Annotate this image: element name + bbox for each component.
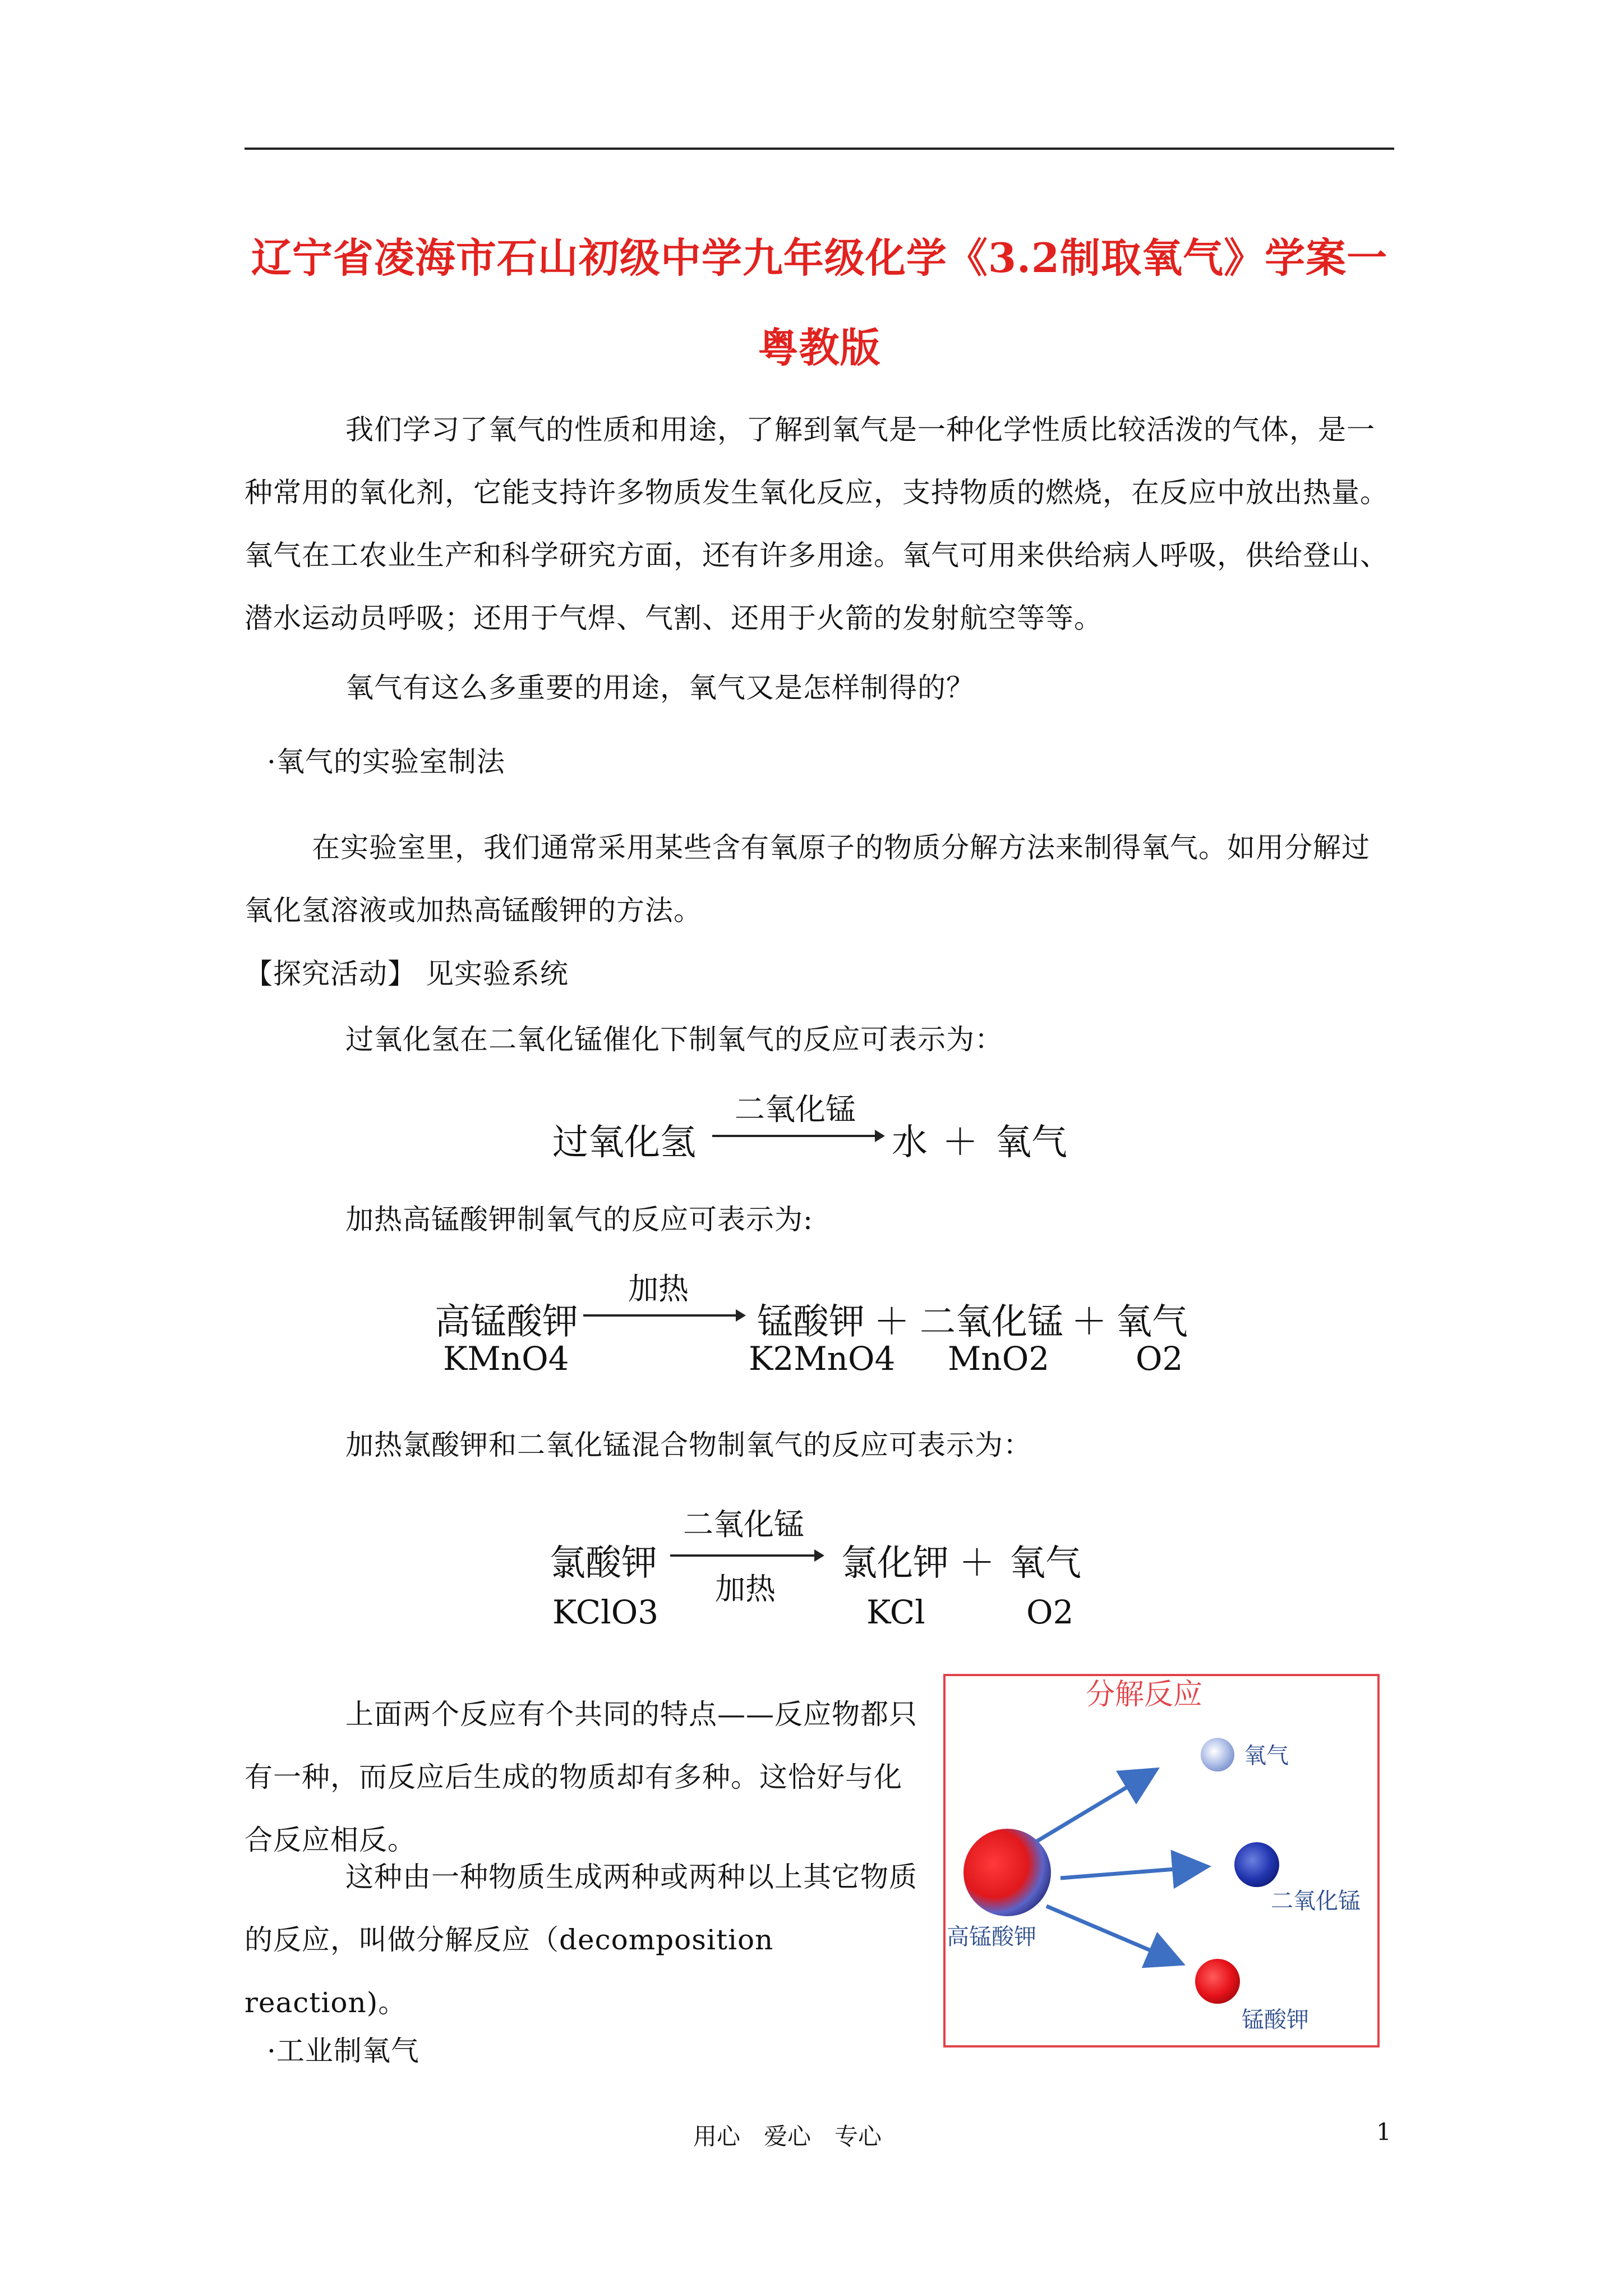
eq2-arrow (583, 1307, 746, 1324)
eq3-reactant: 氯酸钾 (550, 1543, 657, 1584)
eq3-product-potassium-chloride: 氯化钾 (841, 1543, 949, 1584)
eq2-reactant: 高锰酸钾 (435, 1301, 578, 1343)
label-potassium-manganate: 锰酸钾 (1242, 2007, 1309, 2033)
eq2-condition: 加热 (628, 1271, 689, 1306)
eq1-condition: 二氧化锰 (735, 1092, 856, 1127)
eq2-formula-product1: K2MnO4 (749, 1340, 896, 1378)
label-manganese-dioxide: 二氧化锰 (1271, 1888, 1361, 1914)
eq3-arrow (670, 1547, 824, 1564)
eq2-plus-1: ＋ (874, 1301, 910, 1343)
eq1-arrow (712, 1128, 886, 1144)
arrow-to-potassium-manganate (1046, 1906, 1178, 1962)
eq3-condition-bottom: 加热 (715, 1571, 776, 1607)
definition-paragraph: 这种由一种物质生成两种或两种以上其它物质的反应，叫做分解反应（decomposition reaction)。 (245, 1861, 917, 2019)
page-title: 辽宁省凌海市石山初级中学九年级化学《3.2制取氧气》学案一粤教版 (251, 234, 1388, 371)
decomposition-figure (943, 1674, 1380, 2047)
eq2-product-manganese-dioxide: 二氧化锰 (920, 1301, 1063, 1343)
eq3-condition-top: 二氧化锰 (683, 1507, 804, 1542)
intro-paragraph: 我们学习了氧气的性质和用途，了解到氧气是一种化学性质比较活泼的气体，是一种常用的氧化剂，它能支持许多物质发生氧化反应，支持物质的燃烧，在反应中放出热量。氧气在工农业生产和科学研究方面，还有许多用途。氧气可用来供给病人呼吸，供给登山、潜水运动员呼吸；还用于气焊、气割、还用于火箭的发射航空等等。 (245, 413, 1389, 634)
eq3-product-oxygen: 氧气 (1009, 1543, 1081, 1584)
question-paragraph: 氧气有这么多重要的用途，氧气又是怎样制得的？ (345, 671, 975, 704)
section-industrial-heading: ·工业制氧气 (267, 2035, 419, 2067)
eq1-plus: ＋ (942, 1122, 978, 1163)
potassium-manganate-molecule (1195, 1959, 1240, 2004)
figure-title: 分解反应 (1086, 1678, 1203, 1711)
label-source: 高锰酸钾 (947, 1924, 1036, 1950)
lab-paragraph: 在实验室里，我们通常采用某些含有氧原子的物质分解方法来制得氧气。如用分解过氧化氢溶液或加热高锰酸钾的方法。 (245, 831, 1370, 927)
arrow-to-manganese-dioxide (1061, 1867, 1204, 1878)
eq1-product-water: 水 (892, 1122, 928, 1163)
eq2-plus-2: ＋ (1071, 1301, 1107, 1343)
activity-label: 【探究活动】 见实验系统 (245, 958, 569, 990)
eq3-formula-reactant: KClO3 (552, 1593, 659, 1631)
common-feature-paragraph: 上面两个反应有个共同的特点——反应物都只有一种，而反应后生成的物质却有多种。这恰好与化合反应相反。 (245, 1698, 917, 1856)
footer-motto: 用心 爱心 专心 (693, 2123, 882, 2150)
eq2-caption: 加热高锰酸钾制氧气的反应可表示为: (345, 1203, 813, 1236)
label-oxygen: 氧气 (1244, 1743, 1289, 1769)
source-molecule (963, 1829, 1051, 1916)
eq2-product-potassium-manganate: 锰酸钾 (757, 1301, 865, 1343)
header-rule (245, 148, 1394, 150)
eq3-plus: ＋ (959, 1543, 995, 1584)
arrow-to-oxygen (1035, 1772, 1153, 1842)
eq1-product-oxygen: 氧气 (995, 1122, 1067, 1163)
eq1-caption: 过氧化氢在二氧化锰催化下制氧气的反应可表示为： (345, 1023, 1003, 1056)
page-number: 1 (1376, 2118, 1391, 2146)
decomposition-diagram (946, 1676, 1377, 2045)
eq3-formula-product1: KCl (866, 1593, 925, 1631)
eq2-formula-product3: O2 (1136, 1340, 1183, 1378)
manganese-dioxide-molecule (1234, 1842, 1279, 1887)
eq2-product-oxygen: 氧气 (1116, 1301, 1188, 1343)
eq1-reactant: 过氧化氢 (552, 1122, 696, 1163)
section-lab-heading: ·氧气的实验室制法 (267, 746, 505, 778)
eq2-formula-product2: MnO2 (948, 1340, 1050, 1378)
eq3-caption: 加热氯酸钾和二氧化锰混合物制氧气的反应可表示为： (345, 1429, 1032, 1461)
oxygen-molecule (1201, 1738, 1234, 1772)
eq3-formula-product2: O2 (1026, 1593, 1074, 1631)
eq2-formula-reactant: KMnO4 (443, 1340, 569, 1378)
